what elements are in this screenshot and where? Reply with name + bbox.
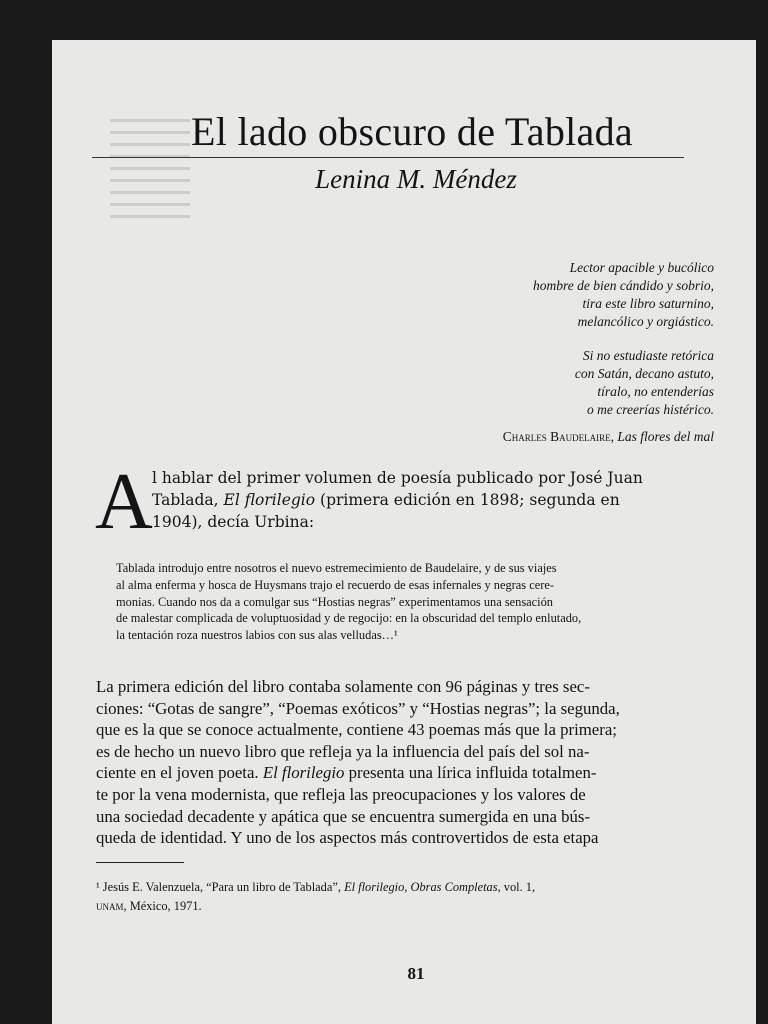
epigraph-stanza-2 — [354, 347, 714, 419]
epigraph-attribution — [503, 429, 714, 445]
attribution-author: Charles Baudelaire, — [502, 429, 614, 444]
body-paragraph — [96, 676, 696, 849]
book-title: El florilegio — [223, 491, 316, 509]
book-page — [52, 40, 756, 1024]
body-text: ciente en el joven poeta. — [96, 763, 263, 783]
body-line — [96, 762, 696, 784]
book-title: El florilegio — [262, 763, 345, 783]
body-text: presenta una lírica influida totalmen- — [344, 763, 597, 783]
epigraph-line: Si no estudiaste retórica — [582, 348, 714, 363]
body-line: es de hecho un nuevo libro que refleja ya la influencia del país del sol na- — [96, 741, 590, 761]
body-line: queda de identidad. Y uno de los aspectos más controvertidos de esta etapa — [96, 828, 599, 848]
epigraph-line: tira este libro saturnino, — [582, 296, 714, 311]
article-title: El lado obscuro de Tablada — [191, 109, 633, 154]
footnote — [96, 878, 696, 916]
title-rule — [92, 157, 684, 158]
epigraph-stanza-1 — [354, 259, 714, 331]
epigraph-line: con Satán, decano astuto, — [574, 366, 714, 381]
footnote-work: El florilegio, Obras Completas — [344, 880, 498, 894]
body-line: ciones: “Gotas de sangre”, “Poemas exóticos” y “Hostias negras”; la segunda, — [96, 698, 620, 718]
quote-line: la tentación roza nuestros labios con sus alas velludas…¹ — [116, 628, 398, 643]
intro-line: 1904), decía Urbina: — [152, 513, 315, 531]
footnote-text: ¹ Jesús E. Valenzuela, “Para un libro de Tablada”, — [96, 880, 345, 894]
epigraph-line: Lector apacible y bucólico — [569, 260, 714, 275]
footnote-rule — [96, 862, 184, 863]
epigraph-line: tíralo, no entenderías — [597, 384, 714, 399]
body-line: La primera edición del libro contaba solamente con 96 páginas y tres sec- — [96, 677, 590, 696]
drop-cap: A — [95, 458, 153, 546]
footnote-text: , México, 1971. — [123, 899, 202, 913]
quote-line: al alma enferma y hosca de Huysmans trajo el recuerdo de esas infernales y negras cere- — [116, 577, 554, 592]
article-author: Lenina M. Méndez — [315, 164, 517, 194]
epigraph-line: hombre de bien cándido y sobrio, — [533, 278, 714, 293]
footnote-publisher: unam — [96, 899, 124, 913]
block-quote — [116, 560, 692, 644]
footnote-line — [96, 897, 696, 916]
quote-line: monias. Cuando nos da a comulgar sus “Hostias negras” experimentamos una sensación — [116, 594, 554, 609]
body-line: una sociedad decadente y apática que se encuentra sumergida en una bús- — [96, 806, 591, 826]
quote-line: de malestar complicada de voluptuosidad y de regocijo: en la obscuridad del templo enlutado, — [116, 611, 582, 626]
page-number: 81 — [407, 964, 425, 983]
intro-paragraph — [152, 467, 692, 533]
epigraph — [354, 259, 714, 435]
intro-text: (primera edición en 1898; segunda en — [315, 491, 620, 509]
body-line: te por la vena modernista, que refleja las preocupaciones y los valores de — [96, 784, 586, 804]
quote-line: Tablada introdujo entre nosotros el nuevo estremecimiento de Baudelaire, y de sus viajes — [116, 561, 557, 575]
footnote-text: , vol. 1, — [497, 880, 536, 894]
intro-text: Tablada, — [152, 491, 224, 509]
body-line: que es la que se conoce actualmente, contiene 43 poemas más que la primera; — [96, 720, 617, 740]
intro-line — [152, 489, 692, 511]
footnote-line — [96, 878, 696, 897]
intro-line: l hablar del primer volumen de poesía publicado por José Juan — [152, 469, 643, 487]
epigraph-line: o me creerías histérico. — [587, 402, 714, 417]
epigraph-line: melancólico y orgiástico. — [577, 314, 714, 329]
attribution-work: Las flores del mal — [617, 429, 714, 444]
